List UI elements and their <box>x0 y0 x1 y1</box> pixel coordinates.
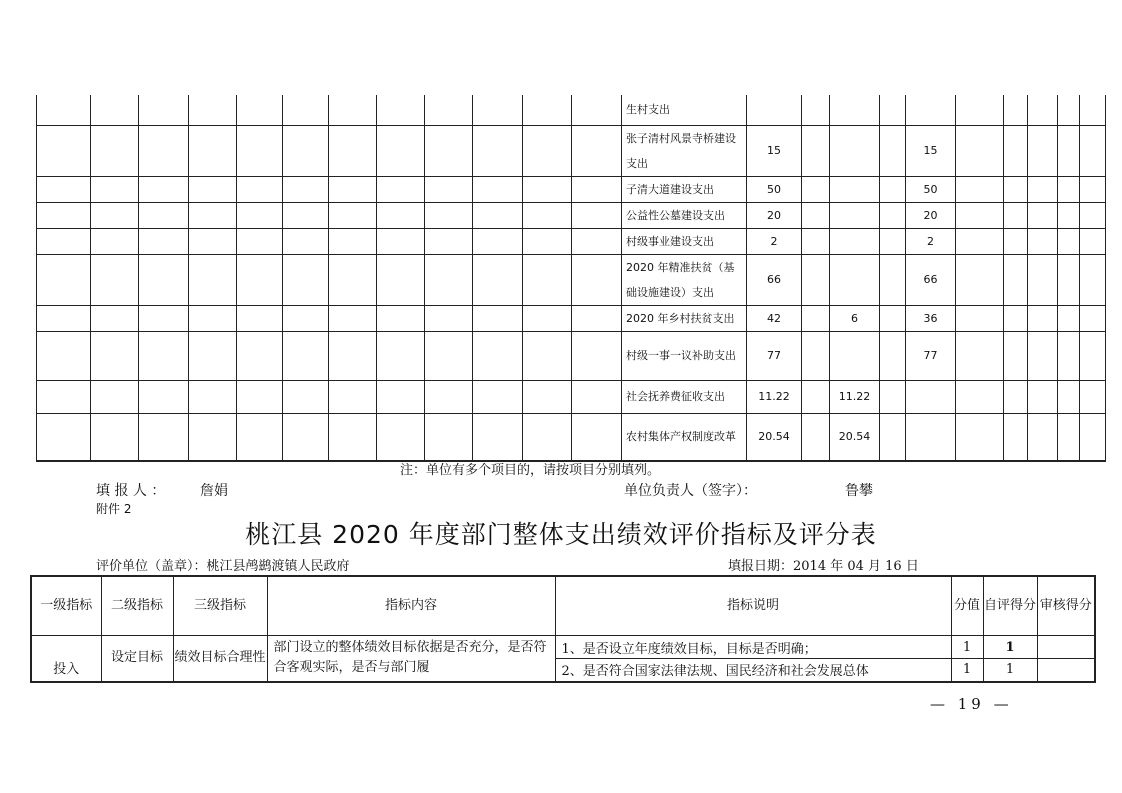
empty-cell <box>802 305 830 331</box>
header-audit-score: 审核得分 <box>1037 576 1095 636</box>
empty-cell <box>283 305 329 331</box>
empty-cell <box>956 254 1004 305</box>
empty-cell <box>91 95 139 125</box>
empty-cell <box>189 202 237 228</box>
empty-cell <box>237 305 283 331</box>
empty-cell <box>802 228 830 254</box>
empty-cell <box>523 413 572 461</box>
empty-cell <box>189 305 237 331</box>
empty-cell <box>473 331 523 380</box>
empty-cell <box>425 95 473 125</box>
empty-cell <box>329 176 377 202</box>
amount-project-cell: 77 <box>906 331 956 380</box>
filler-label: 填 报 人 ： <box>96 483 166 499</box>
empty-cell <box>91 125 139 176</box>
empty-cell <box>1028 413 1058 461</box>
amount-project-cell: 36 <box>906 305 956 331</box>
amount-total-cell: 77 <box>747 331 802 380</box>
empty-cell <box>473 413 523 461</box>
empty-cell <box>237 413 283 461</box>
amount-total-cell: 20.54 <box>747 413 802 461</box>
amount-basic-cell <box>830 331 880 380</box>
amount-total-cell: 15 <box>747 125 802 176</box>
amount-total-cell: 11.22 <box>747 380 802 413</box>
empty-cell <box>1004 305 1028 331</box>
empty-cell <box>1058 176 1080 202</box>
empty-cell <box>572 413 622 461</box>
empty-cell <box>1080 380 1106 413</box>
empty-cell <box>91 202 139 228</box>
amount-total-cell: 20 <box>747 202 802 228</box>
empty-cell <box>329 331 377 380</box>
empty-cell <box>377 176 425 202</box>
empty-cell <box>91 176 139 202</box>
header-self-score: 自评得分 <box>983 576 1037 636</box>
empty-cell <box>329 254 377 305</box>
empty-cell <box>425 413 473 461</box>
amount-other-cell <box>880 95 906 125</box>
amount-total-cell: 50 <box>747 176 802 202</box>
empty-cell <box>377 331 425 380</box>
item-cell: 生村支出 <box>622 95 747 125</box>
empty-cell <box>377 95 425 125</box>
amount-other-cell <box>880 305 906 331</box>
empty-cell <box>329 413 377 461</box>
empty-cell <box>377 413 425 461</box>
empty-cell <box>1028 125 1058 176</box>
amount-project-cell: 2 <box>906 228 956 254</box>
empty-cell <box>1080 254 1106 305</box>
empty-cell <box>802 331 830 380</box>
expenditure-table <box>36 95 1106 462</box>
empty-cell <box>572 254 622 305</box>
empty-cell <box>1058 254 1080 305</box>
amount-total-cell <box>747 95 802 125</box>
empty-cell <box>283 228 329 254</box>
empty-cell <box>283 380 329 413</box>
item-cell: 张子清村风景寺桥建设支出 <box>622 125 747 176</box>
item-cell: 社会抚养费征收支出 <box>622 380 747 413</box>
amount-basic-cell: 6 <box>830 305 880 331</box>
empty-cell <box>473 254 523 305</box>
empty-cell <box>473 228 523 254</box>
empty-cell <box>283 254 329 305</box>
empty-cell <box>91 380 139 413</box>
empty-cell <box>37 202 91 228</box>
empty-cell <box>329 228 377 254</box>
empty-cell <box>1058 305 1080 331</box>
empty-cell <box>139 413 189 461</box>
empty-cell <box>37 380 91 413</box>
empty-cell <box>139 331 189 380</box>
amount-total-cell: 42 <box>747 305 802 331</box>
table-row <box>37 305 1106 331</box>
empty-cell <box>1004 228 1028 254</box>
empty-cell <box>37 254 91 305</box>
empty-cell <box>1028 380 1058 413</box>
empty-cell <box>189 380 237 413</box>
leader-label: 单位负责人（签字）： <box>624 483 757 499</box>
header-description: 指标说明 <box>555 576 951 636</box>
empty-cell <box>91 331 139 380</box>
amount-project-cell: 66 <box>906 254 956 305</box>
empty-cell <box>1004 254 1028 305</box>
empty-cell <box>237 331 283 380</box>
empty-cell <box>139 176 189 202</box>
evaluation-table <box>30 575 1096 683</box>
empty-cell <box>425 202 473 228</box>
empty-cell <box>1058 228 1080 254</box>
amount-basic-cell: 11.22 <box>830 380 880 413</box>
empty-cell <box>1004 331 1028 380</box>
empty-cell <box>377 305 425 331</box>
empty-cell <box>329 305 377 331</box>
empty-cell <box>329 125 377 176</box>
empty-cell <box>1080 228 1106 254</box>
empty-cell <box>523 125 572 176</box>
amount-basic-cell: 20.54 <box>830 413 880 461</box>
empty-cell <box>473 176 523 202</box>
empty-cell <box>37 331 91 380</box>
empty-cell <box>377 380 425 413</box>
amount-other-cell <box>880 125 906 176</box>
empty-cell <box>956 202 1004 228</box>
header-level1: 一级指标 <box>31 576 101 636</box>
empty-cell <box>189 125 237 176</box>
empty-cell <box>37 95 91 125</box>
empty-cell <box>37 305 91 331</box>
fill-date: 填报日期：2014 年 04 月 16 日 <box>728 559 919 574</box>
empty-cell <box>237 125 283 176</box>
empty-cell <box>1080 305 1106 331</box>
empty-cell <box>283 176 329 202</box>
level2-cell: 设定目标 <box>101 636 173 682</box>
empty-cell <box>189 95 237 125</box>
empty-cell <box>237 176 283 202</box>
empty-cell <box>572 125 622 176</box>
self-score-cell: 1 <box>983 636 1037 659</box>
page-title: 桃江县 2020 年度部门整体支出绩效评价指标及评分表 <box>245 520 877 549</box>
level3-cell: 绩效目标合理性 <box>173 636 267 682</box>
empty-cell <box>572 380 622 413</box>
amount-basic-cell <box>830 95 880 125</box>
header-score: 分值 <box>951 576 983 636</box>
empty-cell <box>1058 202 1080 228</box>
amount-total-cell: 2 <box>747 228 802 254</box>
empty-cell <box>237 202 283 228</box>
empty-cell <box>1028 331 1058 380</box>
empty-cell <box>283 413 329 461</box>
empty-cell <box>802 176 830 202</box>
empty-cell <box>1028 305 1058 331</box>
empty-cell <box>473 202 523 228</box>
empty-cell <box>91 228 139 254</box>
empty-cell <box>329 380 377 413</box>
empty-cell <box>189 413 237 461</box>
empty-cell <box>91 305 139 331</box>
content-cell: 部门设立的整体绩效目标依据是否充分，是否符合客观实际，是否与部门履 <box>267 636 555 682</box>
empty-cell <box>237 254 283 305</box>
amount-project-cell: 20 <box>906 202 956 228</box>
evaluation-unit: 评价单位（盖章）：桃江县鸬鹚渡镇人民政府 <box>96 559 350 574</box>
empty-cell <box>1028 95 1058 125</box>
description-cell: 2、是否符合国家法律法规、国民经济和社会发展总体 <box>555 659 951 682</box>
empty-cell <box>1004 95 1028 125</box>
empty-cell <box>1028 228 1058 254</box>
amount-project-cell: 50 <box>906 176 956 202</box>
leader-name: 鲁攀 <box>845 483 873 499</box>
filler-name: 詹娟 <box>200 483 228 499</box>
empty-cell <box>425 125 473 176</box>
empty-cell <box>572 331 622 380</box>
empty-cell <box>523 254 572 305</box>
empty-cell <box>1028 176 1058 202</box>
empty-cell <box>1080 125 1106 176</box>
empty-cell <box>37 413 91 461</box>
empty-cell <box>283 202 329 228</box>
empty-cell <box>523 228 572 254</box>
amount-basic-cell <box>830 125 880 176</box>
empty-cell <box>802 125 830 176</box>
empty-cell <box>189 254 237 305</box>
page-number: — 19 — <box>930 695 1013 713</box>
empty-cell <box>802 95 830 125</box>
item-cell: 村级事业建设支出 <box>622 228 747 254</box>
empty-cell <box>329 202 377 228</box>
empty-cell <box>473 305 523 331</box>
empty-cell <box>1080 176 1106 202</box>
empty-cell <box>283 331 329 380</box>
score-cell: 1 <box>951 636 983 659</box>
empty-cell <box>139 228 189 254</box>
empty-cell <box>956 413 1004 461</box>
empty-cell <box>91 413 139 461</box>
empty-cell <box>377 254 425 305</box>
empty-cell <box>473 95 523 125</box>
empty-cell <box>523 305 572 331</box>
item-cell: 农村集体产权制度改革 <box>622 413 747 461</box>
empty-cell <box>425 176 473 202</box>
empty-cell <box>956 95 1004 125</box>
empty-cell <box>1080 202 1106 228</box>
empty-cell <box>283 95 329 125</box>
empty-cell <box>139 202 189 228</box>
empty-cell <box>139 125 189 176</box>
empty-cell <box>1004 176 1028 202</box>
header-level3: 三级指标 <box>173 576 267 636</box>
empty-cell <box>237 380 283 413</box>
attachment-label: 附件 2 <box>96 502 132 516</box>
empty-cell <box>425 380 473 413</box>
table-row <box>37 228 1106 254</box>
table-row <box>37 125 1106 176</box>
amount-other-cell <box>880 380 906 413</box>
amount-other-cell <box>880 176 906 202</box>
empty-cell <box>139 380 189 413</box>
empty-cell <box>956 228 1004 254</box>
empty-cell <box>523 176 572 202</box>
empty-cell <box>802 380 830 413</box>
amount-basic-cell <box>830 228 880 254</box>
header-row <box>31 576 1095 636</box>
empty-cell <box>1058 125 1080 176</box>
empty-cell <box>425 305 473 331</box>
description-cell: 1、是否设立年度绩效目标，目标是否明确； <box>555 636 951 659</box>
empty-cell <box>1004 202 1028 228</box>
empty-cell <box>802 413 830 461</box>
empty-cell <box>523 331 572 380</box>
empty-cell <box>237 228 283 254</box>
amount-basic-cell <box>830 176 880 202</box>
empty-cell <box>377 202 425 228</box>
empty-cell <box>237 95 283 125</box>
empty-cell <box>189 228 237 254</box>
empty-cell <box>523 95 572 125</box>
amount-project-cell <box>906 380 956 413</box>
empty-cell <box>189 176 237 202</box>
amount-other-cell <box>880 228 906 254</box>
empty-cell <box>139 305 189 331</box>
amount-other-cell <box>880 413 906 461</box>
empty-cell <box>572 228 622 254</box>
table-row <box>37 95 1106 125</box>
empty-cell <box>956 331 1004 380</box>
empty-cell <box>1080 413 1106 461</box>
empty-cell <box>1058 331 1080 380</box>
empty-cell <box>1004 380 1028 413</box>
item-cell: 2020 年精准扶贫（基础设施建设）支出 <box>622 254 747 305</box>
empty-cell <box>139 95 189 125</box>
empty-cell <box>1058 95 1080 125</box>
table-row <box>37 176 1106 202</box>
empty-cell <box>425 331 473 380</box>
empty-cell <box>1058 413 1080 461</box>
empty-cell <box>189 331 237 380</box>
empty-cell <box>283 125 329 176</box>
empty-cell <box>1080 95 1106 125</box>
amount-basic-cell <box>830 202 880 228</box>
table-note: 注：单位有多个项目的，请按项目分别填列。 <box>400 463 661 478</box>
amount-total-cell: 66 <box>747 254 802 305</box>
empty-cell <box>37 176 91 202</box>
amount-project-cell <box>906 413 956 461</box>
header-content: 指标内容 <box>267 576 555 636</box>
empty-cell <box>956 380 1004 413</box>
amount-other-cell <box>880 331 906 380</box>
empty-cell <box>802 254 830 305</box>
empty-cell <box>329 95 377 125</box>
table-row <box>37 413 1106 461</box>
audit-score-cell <box>1037 659 1095 682</box>
empty-cell <box>425 228 473 254</box>
empty-cell <box>91 254 139 305</box>
empty-cell <box>956 305 1004 331</box>
empty-cell <box>572 95 622 125</box>
table-row <box>31 636 1095 659</box>
empty-cell <box>1028 254 1058 305</box>
amount-other-cell <box>880 202 906 228</box>
table-row <box>37 202 1106 228</box>
empty-cell <box>473 125 523 176</box>
audit-score-cell <box>1037 636 1095 659</box>
table-row <box>37 331 1106 380</box>
self-score-cell: 1 <box>983 659 1037 682</box>
level1-cell: 投入 <box>31 636 101 682</box>
item-cell: 公益性公墓建设支出 <box>622 202 747 228</box>
empty-cell <box>425 254 473 305</box>
amount-project-cell: 15 <box>906 125 956 176</box>
empty-cell <box>572 305 622 331</box>
amount-project-cell <box>906 95 956 125</box>
empty-cell <box>1058 380 1080 413</box>
empty-cell <box>37 125 91 176</box>
empty-cell <box>1028 202 1058 228</box>
amount-other-cell <box>880 254 906 305</box>
empty-cell <box>572 202 622 228</box>
score-cell: 1 <box>951 659 983 682</box>
empty-cell <box>37 228 91 254</box>
item-cell: 子清大道建设支出 <box>622 176 747 202</box>
empty-cell <box>1004 413 1028 461</box>
item-cell: 村级一事一议补助支出 <box>622 331 747 380</box>
table-row <box>37 380 1106 413</box>
empty-cell <box>377 228 425 254</box>
empty-cell <box>572 176 622 202</box>
empty-cell <box>956 176 1004 202</box>
empty-cell <box>802 202 830 228</box>
empty-cell <box>523 380 572 413</box>
item-cell: 2020 年乡村扶贫支出 <box>622 305 747 331</box>
expenditure-table-body <box>37 95 1106 461</box>
header-level2: 二级指标 <box>101 576 173 636</box>
amount-basic-cell <box>830 254 880 305</box>
table-row <box>37 254 1106 305</box>
empty-cell <box>523 202 572 228</box>
empty-cell <box>139 254 189 305</box>
empty-cell <box>473 380 523 413</box>
empty-cell <box>1080 331 1106 380</box>
empty-cell <box>956 125 1004 176</box>
empty-cell <box>377 125 425 176</box>
empty-cell <box>1004 125 1028 176</box>
